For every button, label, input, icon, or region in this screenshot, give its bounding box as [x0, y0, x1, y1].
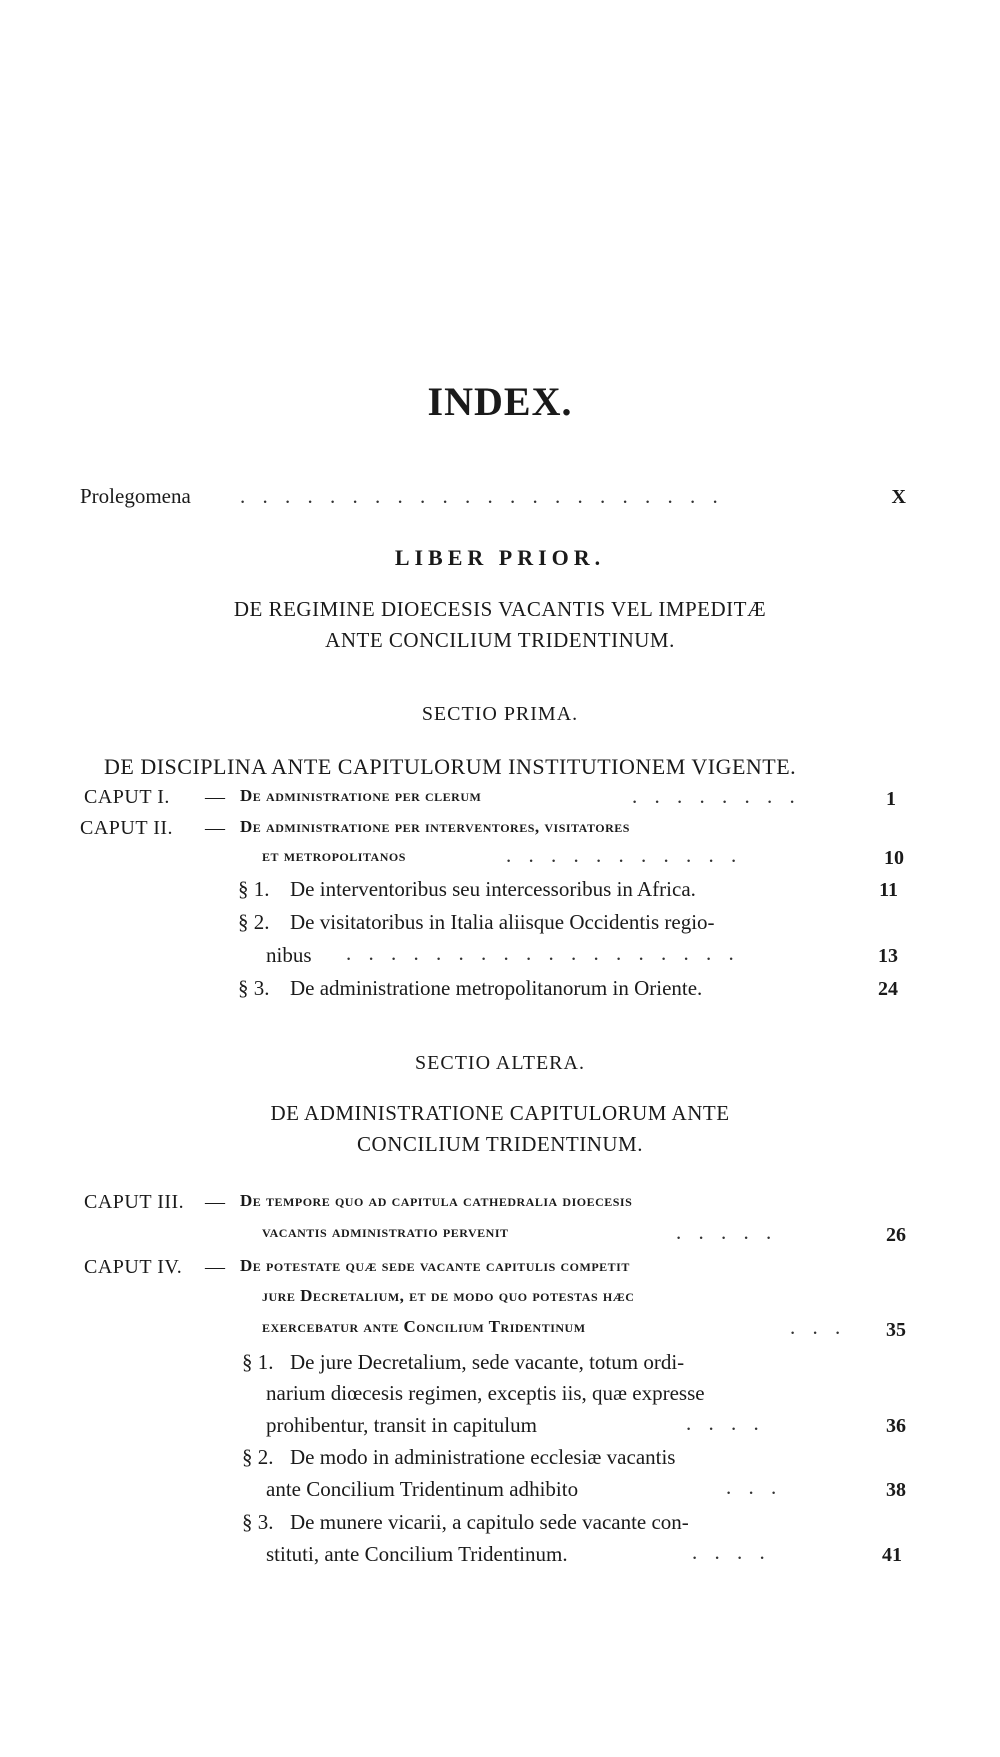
caput-3-line1: De tempore quo ad capitula cathedralia dioecesis [240, 1191, 633, 1210]
liber-heading-line2: ANTE CONCILIUM TRIDENTINUM. [325, 628, 675, 652]
page-title: INDEX. [427, 379, 573, 424]
caput-2-section-3-text: De administratione metropolitanorum in Oriente. [290, 976, 703, 1000]
caput-2-section-2-line1: De visitatoribus in Italia aliisque Occidentis regio- [290, 910, 715, 934]
caput-2-section-1-text: De interventoribus seu intercessoribus in Africa. [290, 877, 696, 901]
caput-4-line2: jure Decretalium, et de modo quo potestas hæc [262, 1286, 635, 1305]
caput-2-section-2-num: § 2. [238, 910, 270, 934]
caput-2-section-2-leader: . . . . . . . . . . . . . . . . . . [346, 941, 740, 965]
caput-2-line2: et metropolitanos [262, 846, 406, 865]
caput-4-section-3-line1: De munere vicarii, a capitulo sede vacante con- [290, 1510, 689, 1534]
sectio-altera-heading-line1: DE ADMINISTRATIONE CAPITULORUM ANTE [270, 1101, 730, 1125]
caput-2-section-2-line2: nibus [266, 943, 312, 967]
caput-2-page: 10 [884, 847, 904, 869]
caput-2-section-2-page: 13 [878, 945, 898, 967]
prolegomena-leader: . . . . . . . . . . . . . . . . . . . . . . [240, 484, 724, 508]
caput-1-leader: . . . . . . . . [632, 784, 801, 808]
caput-4-section-2-line2: ante Concilium Tridentinum adhibito [266, 1477, 579, 1501]
caput-3-line2: vacantis administratio pervenit [262, 1222, 509, 1241]
caput-4-section-1-page: 36 [886, 1415, 906, 1437]
caput-3-label: CAPUT III. [84, 1191, 185, 1213]
caput-3-page: 26 [886, 1224, 906, 1246]
caput-4-leader: . . . [790, 1315, 847, 1339]
liber-heading-line1: DE REGIMINE DIOECESIS VACANTIS VEL IMPEDITÆ [233, 597, 767, 621]
caput-4-section-1-line2: narium diœcesis regimen, exceptis iis, quæ expresse [266, 1381, 705, 1405]
prolegomena-page: X [891, 486, 906, 508]
caput-4-section-1-line1: De jure Decretalium, sede vacante, totum ordi- [290, 1350, 685, 1374]
caput-2-leader: . . . . . . . . . . . [506, 843, 743, 867]
caput-3-dash: — [205, 1191, 226, 1213]
caput-4-section-2-num: § 2. [242, 1445, 274, 1469]
caput-4-page: 35 [886, 1319, 906, 1341]
caput-4-section-3-page: 41 [882, 1544, 902, 1566]
caput-4-line1: De potestate quæ sede vacante capitulis competit [240, 1256, 630, 1275]
sectio-altera-title: SECTIO ALTERA. [415, 1052, 585, 1074]
caput-4-section-3-leader: . . . . [692, 1540, 771, 1564]
caput-2-section-3-page: 24 [878, 978, 898, 1000]
caput-3-leader: . . . . . [676, 1220, 778, 1244]
caput-4-line3: exercebatur ante Concilium Tridentinum [262, 1317, 586, 1336]
caput-2-line1: De administratione per interventores, visitatores [240, 817, 630, 836]
liber-title: LIBER PRIOR. [394, 545, 606, 570]
caput-1-label: CAPUT I. [84, 786, 170, 808]
caput-4-section-2-page: 38 [886, 1479, 906, 1501]
caput-4-section-1-num: § 1. [242, 1350, 274, 1374]
caput-4-section-2-leader: . . . [726, 1475, 783, 1499]
caput-2-section-1-num: § 1. [238, 877, 270, 901]
caput-4-dash: — [205, 1256, 226, 1278]
sectio-prima-heading: DE DISCIPLINA ANTE CAPITULORUM INSTITUTIONEM VIGENTE. [104, 754, 797, 779]
caput-1-text: De administratione per clerum [240, 786, 482, 805]
caput-2-section-3-num: § 3. [238, 976, 270, 1000]
caput-2-label: CAPUT II. [80, 817, 174, 839]
caput-1-page: 1 [886, 788, 896, 810]
caput-4-section-3-num: § 3. [242, 1510, 274, 1534]
caput-4-section-2-line1: De modo in administratione ecclesiæ vacantis [290, 1445, 676, 1469]
caput-2-dash: — [205, 817, 226, 839]
caput-1-dash: — [205, 786, 226, 808]
caput-4-section-1-leader: . . . . [686, 1411, 765, 1435]
caput-2-section-1-page: 11 [879, 879, 898, 901]
caput-4-section-3-line2: stituti, ante Concilium Tridentinum. [266, 1542, 568, 1566]
sectio-altera-heading-line2: CONCILIUM TRIDENTINUM. [357, 1132, 643, 1156]
caput-4-section-1-line3: prohibentur, transit in capitulum [266, 1413, 537, 1437]
caput-4-label: CAPUT IV. [84, 1256, 183, 1278]
sectio-prima-title: SECTIO PRIMA. [421, 703, 579, 725]
prolegomena-label: Prolegomena [80, 484, 191, 508]
